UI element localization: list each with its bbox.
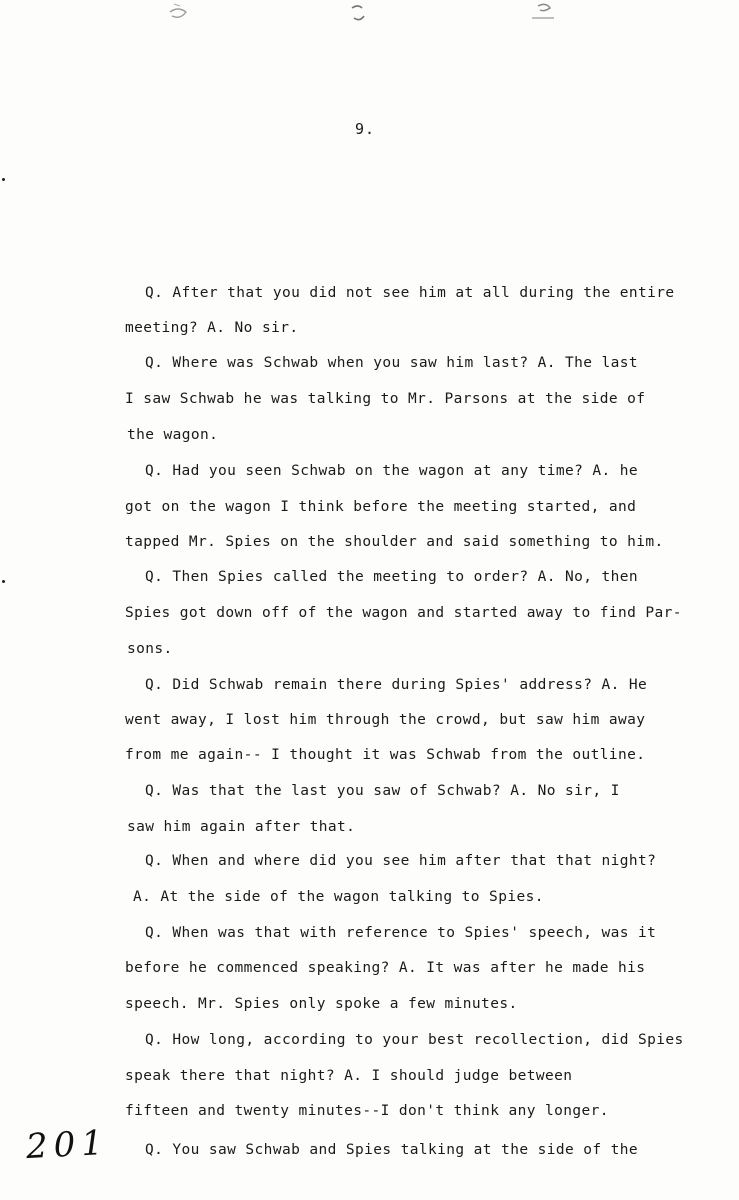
scan-speck [2, 178, 5, 181]
handwritten-annotation: 201 [25, 1122, 110, 1168]
transcript-line: Q. You saw Schwab and Spies talking at the side of the [145, 1142, 639, 1158]
scan-speck [2, 580, 5, 583]
transcript-line: Q. Did Schwab remain there during Spies' address? A. He [145, 677, 648, 693]
transcript-line: the wagon. [127, 427, 219, 443]
transcript-line: I saw Schwab he was talking to Mr. Parsons at the side of [125, 391, 646, 407]
transcript-line: Q. Where was Schwab when you saw him last? A. The last [145, 355, 639, 371]
page-number: 9. [355, 120, 376, 138]
transcript-line: went away, I lost him through the crowd, but saw him away [125, 712, 646, 728]
transcript-line: from me again-- I thought it was Schwab from the outline. [125, 747, 646, 763]
transcript-line: before he commenced speaking? A. It was after he made his [125, 960, 646, 976]
scan-artifacts-icon [160, 0, 580, 30]
transcript-line: Q. Was that the last you saw of Schwab? A. No sir, I [145, 783, 620, 799]
transcript-line: Q. Then Spies called the meeting to order? A. No, then [145, 569, 639, 585]
transcript-line: Q. Had you seen Schwab on the wagon at any time? A. he [145, 463, 639, 479]
transcript-line: Spies got down off of the wagon and started away to find Par- [125, 605, 682, 621]
transcript-line: got on the wagon I think before the meeting started, and [125, 499, 637, 515]
bleed-through-marks [160, 0, 580, 30]
transcript-line: Q. After that you did not see him at all during the entire [145, 285, 675, 301]
transcript-line: Q. When was that with reference to Spies' speech, was it [145, 925, 657, 941]
transcript-line: fifteen and twenty minutes--I don't think any longer. [125, 1103, 609, 1119]
transcript-line: speech. Mr. Spies only spoke a few minutes. [125, 996, 518, 1012]
transcript-line: saw him again after that. [127, 819, 356, 835]
transcript-line: Q. How long, according to your best recollection, did Spies [145, 1032, 684, 1048]
transcript-line: sons. [127, 641, 173, 657]
transcript-line: A. At the side of the wagon talking to Spies. [133, 889, 544, 905]
transcript-line: speak there that night? A. I should judge between [125, 1068, 573, 1084]
transcript-line: Q. When and where did you see him after that that night? [145, 853, 657, 869]
transcript-line: meeting? A. No sir. [125, 320, 299, 336]
transcript-line: tapped Mr. Spies on the shoulder and said something to him. [125, 534, 664, 550]
